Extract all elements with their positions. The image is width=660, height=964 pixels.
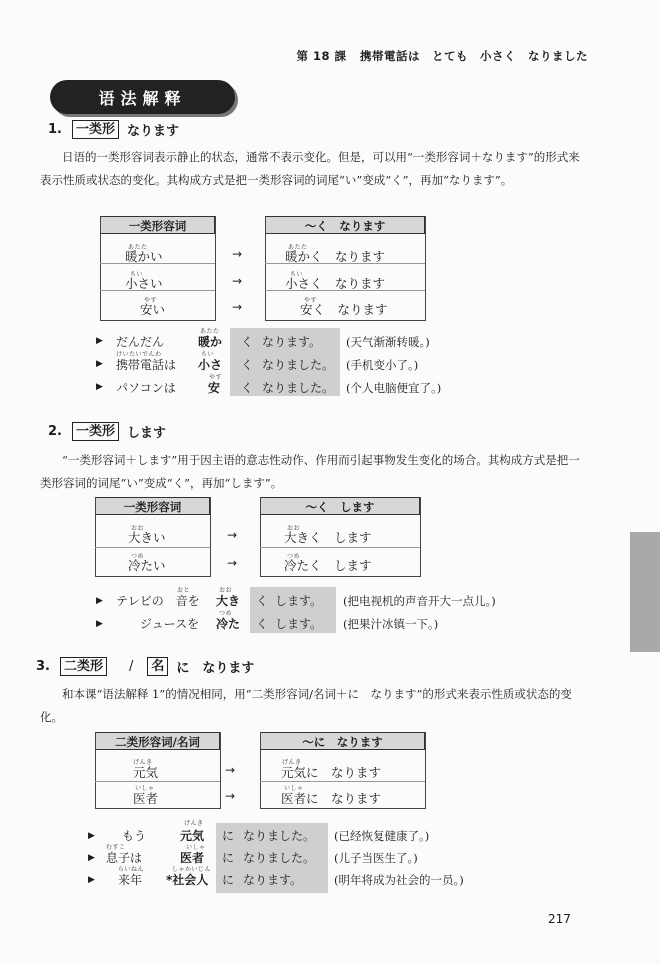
ruby: ちい xyxy=(130,271,144,278)
table-header-left: 一类形容词 xyxy=(100,216,215,234)
example-translation: (天气渐渐转暖。) xyxy=(346,335,430,349)
section-3-table xyxy=(95,732,425,809)
ruby: しゃかいじん xyxy=(172,866,212,873)
arrow: → xyxy=(232,247,243,261)
table-cell: 医者 xyxy=(133,791,159,806)
arrow: → xyxy=(225,789,236,803)
example-prefix: だんだん xyxy=(116,335,165,349)
ruby: ちい xyxy=(201,351,215,358)
table-cell: 暖かい xyxy=(125,249,163,264)
section-1-table xyxy=(100,216,425,321)
example-ending: に xyxy=(222,851,235,865)
section-2-table xyxy=(95,497,420,577)
ruby: おと xyxy=(177,587,191,594)
table-cell: 冷たく します xyxy=(284,558,372,573)
table-header-left: 一类形容词 xyxy=(95,497,210,515)
section-title: 语法解释 xyxy=(50,80,235,114)
ruby: けいたいでんわ xyxy=(116,351,162,358)
arrow: → xyxy=(232,300,243,314)
table-cell: 小さく なります xyxy=(285,276,386,291)
section-2-box: 一类形 xyxy=(72,422,119,441)
section-1-box: 一类形 xyxy=(72,120,119,139)
example-verb: します。 xyxy=(275,594,323,608)
ruby: げんき xyxy=(282,759,302,766)
example-prefix: パソコンは xyxy=(116,381,176,395)
example-stem: *社会人 xyxy=(166,873,209,887)
example-verb: なります。 xyxy=(243,873,303,887)
table-cell: 暖かく なります xyxy=(285,249,386,264)
ruby: いしゃ xyxy=(284,785,304,792)
example-verb: なりました。 xyxy=(262,381,335,395)
table-cell: 大きい xyxy=(128,530,166,545)
ruby: あたた xyxy=(200,328,220,335)
example-verb: なります。 xyxy=(262,335,322,349)
chapter-label: 第 18 課 xyxy=(296,49,347,63)
ruby: いしゃ xyxy=(135,785,155,792)
example-translation: (手机变小了。) xyxy=(346,358,419,372)
ruby: ちい xyxy=(290,271,304,278)
table-cell: 小さい xyxy=(125,276,163,291)
table-header-right: ～に なります xyxy=(260,732,425,750)
table-cell: 安く なります xyxy=(300,302,388,317)
example-translation: (把果汁冰镇一下。) xyxy=(343,617,439,631)
ruby: むすこ xyxy=(106,844,126,851)
example-prefix: テレビの 音を xyxy=(116,594,200,608)
section-2-number: 2. xyxy=(48,424,62,439)
ruby: つめ xyxy=(131,553,145,560)
ruby: おお xyxy=(287,525,301,532)
example-stem: 大き xyxy=(216,594,241,608)
ruby: あたた xyxy=(128,244,148,251)
example-ending: に xyxy=(222,873,235,887)
example-translation: (明年将成为社会的一员。) xyxy=(334,873,464,887)
example-ending: く xyxy=(241,335,254,349)
table-cell: 大きく します xyxy=(284,530,372,545)
table-cell: 冷たい xyxy=(128,558,166,573)
section-3-box: 二类形 xyxy=(60,657,107,676)
ruby: いしゃ xyxy=(186,844,206,851)
section-1-text: なります xyxy=(127,124,180,139)
example-stem: 元気 xyxy=(180,829,205,843)
example-verb: します。 xyxy=(275,617,323,631)
example-ending: く xyxy=(241,381,254,395)
example-ending: に xyxy=(222,829,235,843)
arrow: → xyxy=(227,528,238,542)
ruby: おお xyxy=(219,587,233,594)
section-3-slash: / xyxy=(129,659,134,674)
section-2-heading xyxy=(48,422,166,441)
section-2-text: します xyxy=(127,426,167,441)
section-3-heading xyxy=(36,657,254,676)
table-header-left: 二类形容词/名词 xyxy=(95,732,220,750)
example-translation: (儿子当医生了。) xyxy=(334,851,418,865)
section-2-paragraph: “一类形容词＋します”用于因主语的意志性动作、作用而引起事物发生变化的场合。其构成方式是把一类形容词的词尾“い”变成“く”，再加“します”。 xyxy=(40,453,580,490)
table-cell: 元気 xyxy=(133,765,159,780)
ruby: つめ xyxy=(287,553,301,560)
example-stem: 暖か xyxy=(198,335,223,349)
example-stem: 冷た xyxy=(216,617,241,631)
ruby: やす xyxy=(304,297,318,304)
table-cell: 安い xyxy=(140,302,166,317)
example-translation: (已经恢复健康了。) xyxy=(334,829,430,843)
chapter-title: 携帯電話は とても 小さく なりました xyxy=(360,49,588,63)
example-verb: なりました。 xyxy=(243,851,316,865)
example-prefix: 携帯電話は xyxy=(116,358,177,372)
section-3-number: 3. xyxy=(36,659,50,674)
table-cell: 医者に なります xyxy=(281,791,382,806)
example-verb: なりました。 xyxy=(243,829,316,843)
section-1-heading xyxy=(48,120,179,139)
example-verb: なりました。 xyxy=(262,358,335,372)
arrow: → xyxy=(227,556,238,570)
ruby: げんき xyxy=(133,759,153,766)
example-translation: (个人电脑便宜了。) xyxy=(346,381,442,395)
example-translation: (把电视机的声音开大一点儿。) xyxy=(343,594,496,608)
section-1-number: 1. xyxy=(48,122,62,137)
example-prefix: もう xyxy=(122,829,147,843)
arrow: → xyxy=(232,274,243,288)
running-header xyxy=(296,48,588,64)
table-cell: 元気に なります xyxy=(281,765,382,780)
example-stem: 小さ xyxy=(198,358,223,372)
section-3-box-2: 名 xyxy=(147,657,168,676)
arrow: → xyxy=(225,763,236,777)
section-3-paragraph: 和本课“语法解释 1”的情况相同，用“二类形容词/名词＋に なります”的形式来表示性质或状态的变化。 xyxy=(40,687,572,724)
ruby: げんき xyxy=(184,820,204,827)
section-3-text: に なります xyxy=(176,661,255,676)
example-prefix: 息子は xyxy=(106,851,143,865)
table-header-right: ～く なります xyxy=(265,216,425,234)
ruby: おお xyxy=(131,525,145,532)
page-number: 217 xyxy=(548,912,571,926)
example-ending: く xyxy=(256,594,269,608)
ruby: やす xyxy=(144,297,158,304)
example-stem: 安 xyxy=(208,381,221,395)
table-header-right: ～く します xyxy=(260,497,420,515)
section-1-paragraph: 日语的一类形容词表示静止的状态，通常不表示变化。但是，可以用“一类形容词＋なります”的形式来表示性质或状态的变化。其构成方式是把一类形容词的词尾“い”变成“く”，再加“なります”。 xyxy=(40,150,580,187)
ruby: やす xyxy=(209,374,223,381)
example-prefix: 来年 xyxy=(118,873,143,887)
example-ending: く xyxy=(241,358,254,372)
chapter-tab xyxy=(630,532,660,652)
ruby: あたた xyxy=(288,244,308,251)
ruby: つめ xyxy=(219,610,233,617)
ruby: らいねん xyxy=(118,866,145,873)
example-prefix: ジュースを xyxy=(140,617,200,631)
example-stem: 医者 xyxy=(180,851,205,865)
example-ending: く xyxy=(256,617,269,631)
